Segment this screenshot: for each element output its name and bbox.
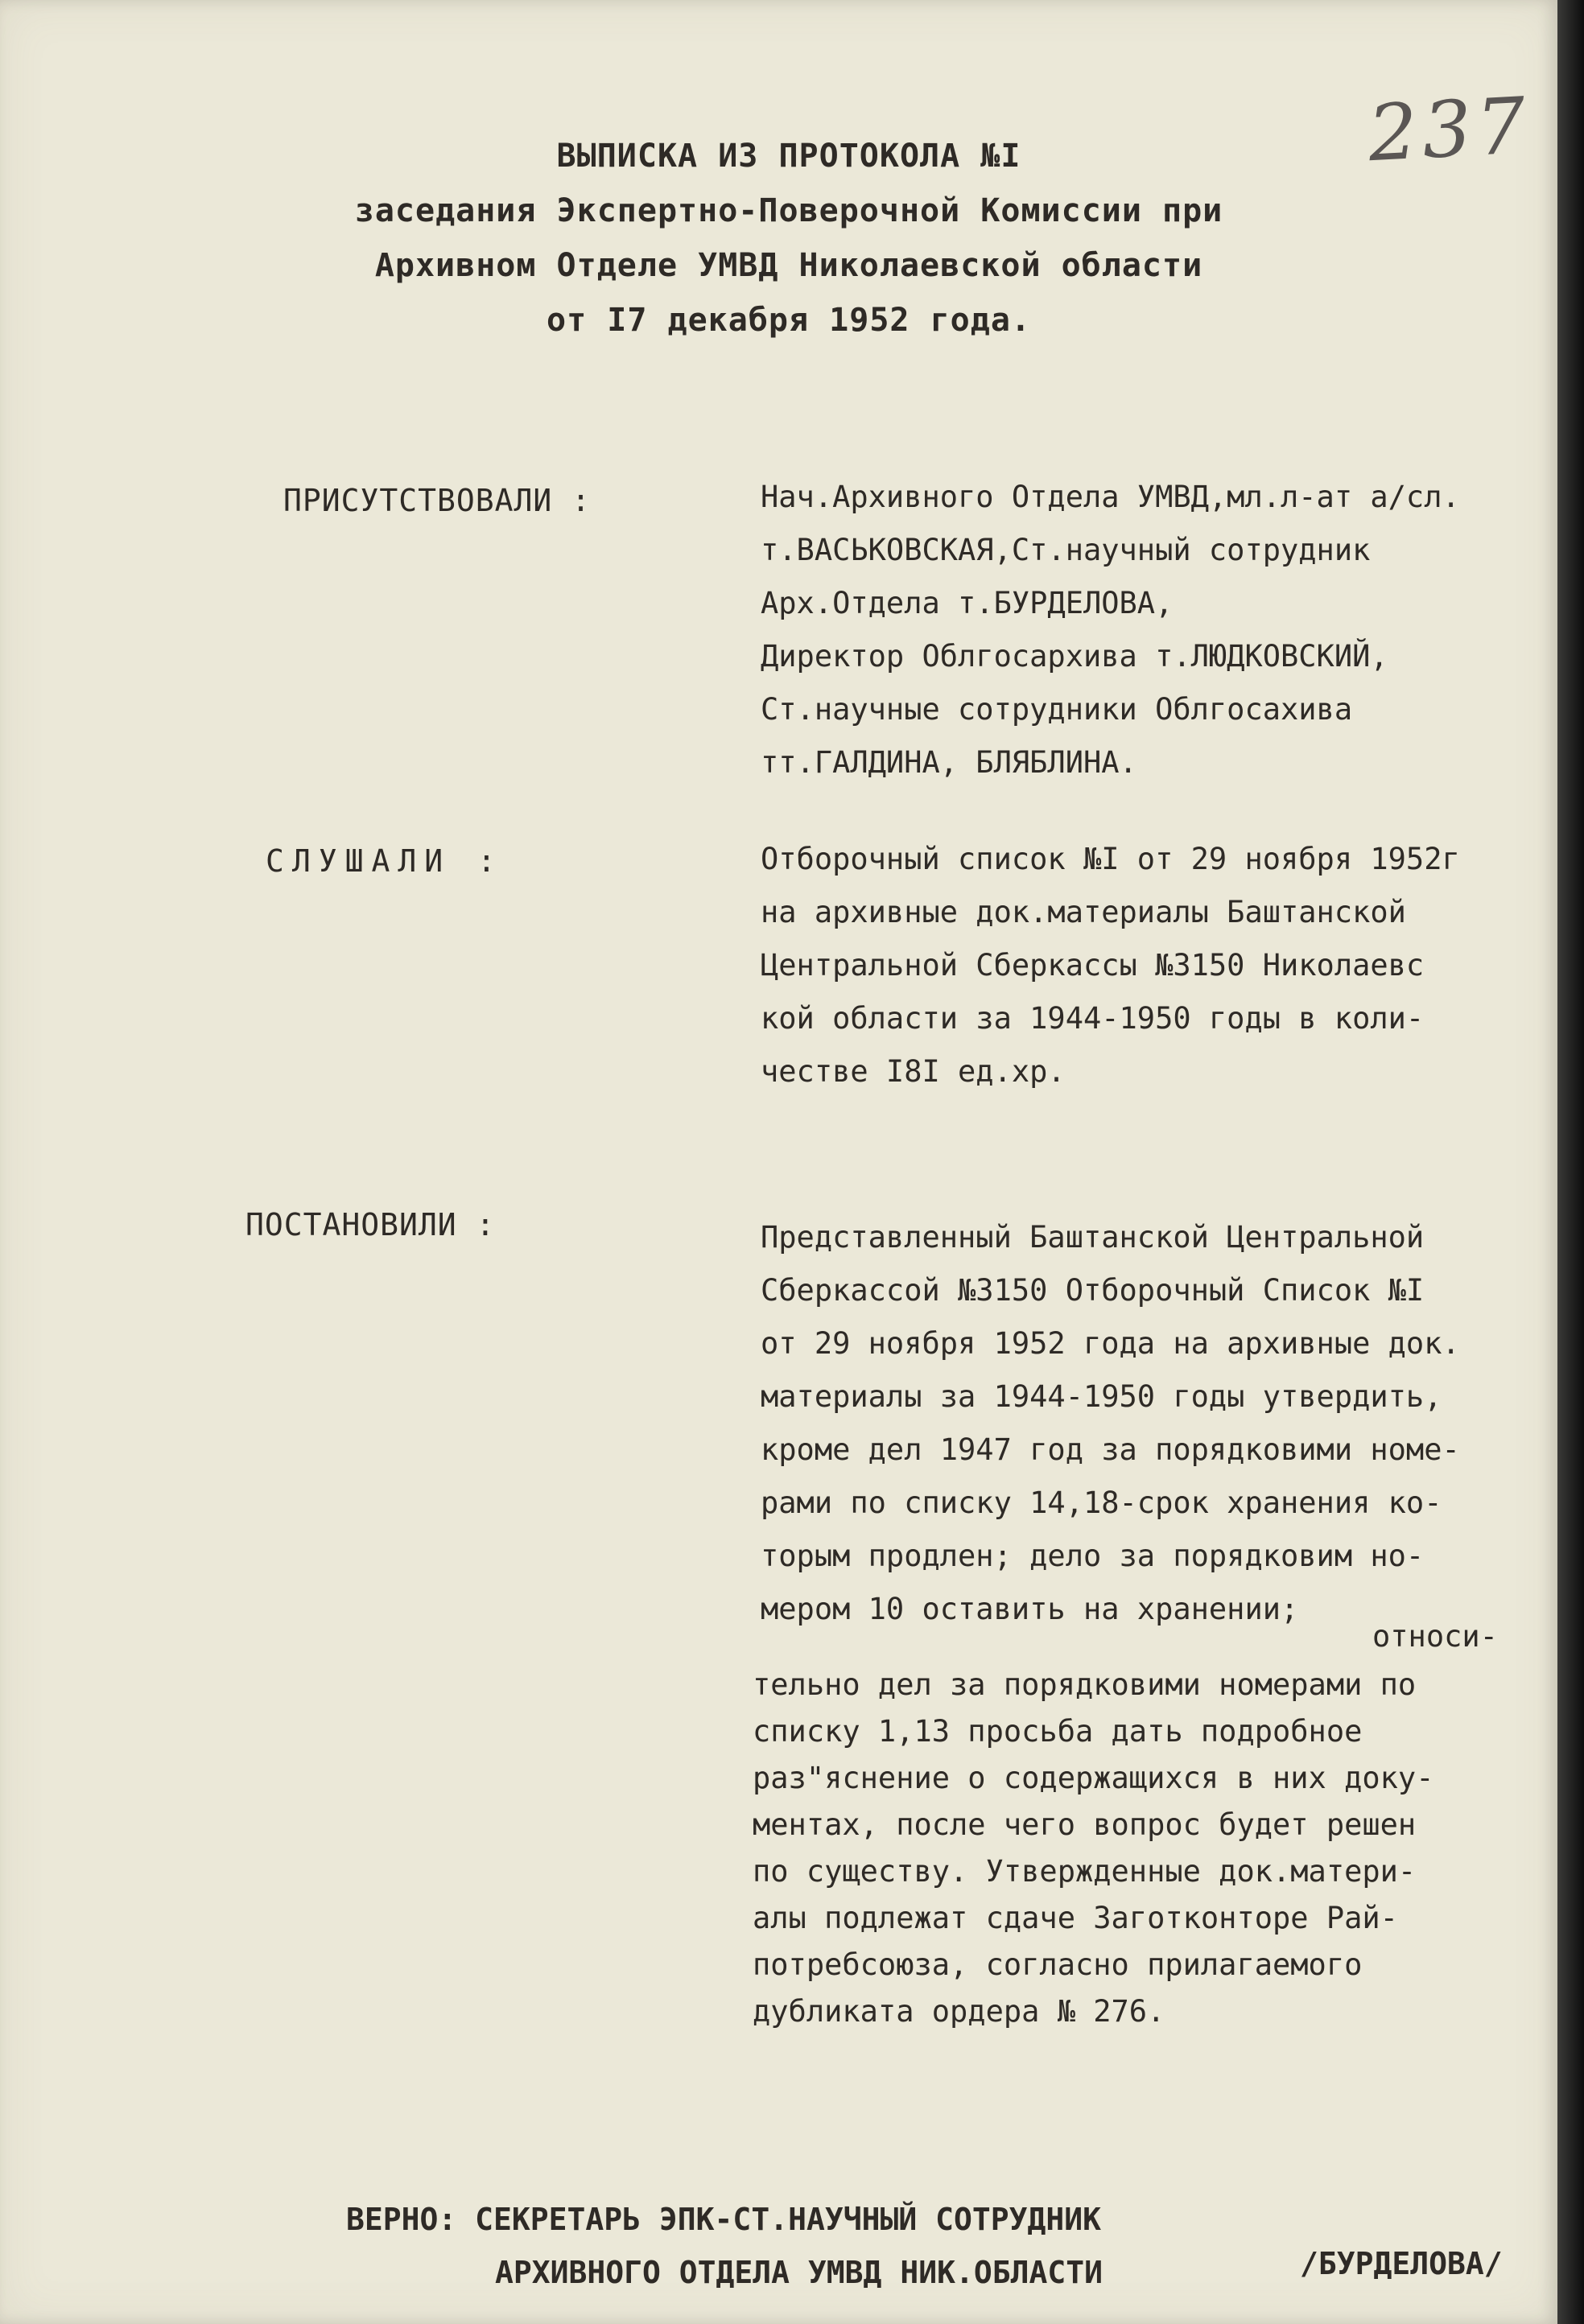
- heard-block: [761, 833, 1557, 1098]
- continuation-line: ментах, после чего вопрос будет решен: [753, 1807, 1417, 1842]
- scan-edge: [1557, 0, 1584, 2324]
- decided-block: [761, 1211, 1557, 1636]
- heard-line: Отборочный список №I от 29 ноября 1952г: [761, 842, 1460, 876]
- decided-line: рами по списку 14,18-срок хранения ко-: [761, 1485, 1442, 1520]
- present-line: Арх.Отдела т.БУРДЕЛОВА,: [761, 586, 1174, 620]
- certification-footer: [346, 2193, 1103, 2299]
- continuation-line: дубликата ордера № 276.: [753, 1994, 1165, 2029]
- decided-line: мером 10 оставить на хранении;: [761, 1592, 1299, 1626]
- footer-line-1: ВЕРНО: СЕКРЕТАРЬ ЭПК-СТ.НАУЧНЫЙ СОТРУДНИК: [346, 2202, 1101, 2237]
- decided-line: от 29 ноября 1952 года на архивные док.: [761, 1326, 1460, 1361]
- heard-line: Центральной Сберкассы №3150 Николаевс: [761, 948, 1425, 983]
- decided-line: кроме дел 1947 год за порядковими номе-: [761, 1432, 1460, 1467]
- decided-continuation: [753, 1613, 1557, 2035]
- present-block: [761, 471, 1557, 789]
- header-title: ВЫПИСКА ИЗ ПРОТОКОЛА №I: [556, 138, 1021, 175]
- footer-line-2: АРХИВНОГО ОТДЕЛА УМВД НИК.ОБЛАСТИ: [495, 2255, 1103, 2290]
- folio-number: 237: [1366, 80, 1533, 179]
- present-line: Директор Облгосархива т.ЛЮДКОВСКИЙ,: [761, 639, 1388, 674]
- present-label: ПРИСУТСТВОВАЛИ :: [283, 483, 592, 518]
- decided-label: ПОСТАНОВИЛИ :: [245, 1207, 496, 1242]
- continuation-line: алы подлежат сдаче Заготконторе Рай-: [753, 1901, 1398, 1935]
- header-line-2: заседания Экспертно-Поверочной Комиссии при: [354, 192, 1223, 229]
- document-header: [306, 129, 1272, 348]
- continuation-line: списку 1,13 просьба дать подробное: [753, 1714, 1363, 1749]
- present-line: Нач.Архивного Отдела УМВД,мл.л-ат а/сл.: [761, 480, 1460, 514]
- header-line-3: Архивном Отделе УМВД Николаевской области: [374, 247, 1203, 284]
- heard-line: кой области за 1944-1950 годы в коли-: [761, 1001, 1425, 1036]
- decided-line: Сберкассой №3150 Отборочный Список №I: [761, 1273, 1425, 1308]
- continuation-line: по существу. Утвержденные док.матери-: [753, 1854, 1417, 1889]
- continuation-line: раз"яснение о содержащихся в них доку-: [753, 1761, 1434, 1795]
- continuation-line: тельно дел за порядковими номерами по: [753, 1667, 1417, 1702]
- present-line: т.ВАСЬКОВСКАЯ,Ст.научный сотрудник: [761, 533, 1371, 567]
- heard-line: честве I8I ед.хр.: [761, 1054, 1066, 1089]
- decided-line: материалы за 1944-1950 годы утвердить,: [761, 1379, 1442, 1414]
- decided-line: Представленный Баштанской Центральной: [761, 1220, 1425, 1255]
- decided-line: торым продлен; дело за порядковим но-: [761, 1539, 1425, 1573]
- continuation-line: потребсоюза, согласно прилагаемого: [753, 1947, 1363, 1982]
- signature-name: /БУРДЕЛОВА/: [1300, 2246, 1503, 2281]
- heard-line: на архивные док.материалы Баштанской: [761, 895, 1406, 929]
- present-line: Ст.научные сотрудники Облгосахива: [761, 692, 1353, 727]
- header-line-4: от I7 декабря 1952 года.: [547, 302, 1031, 339]
- heard-label: СЛУШАЛИ :: [266, 843, 504, 879]
- continuation-lead: относи-: [1372, 1619, 1498, 1654]
- present-line: тт.ГАЛДИНА, БЛЯБЛИНА.: [761, 745, 1137, 780]
